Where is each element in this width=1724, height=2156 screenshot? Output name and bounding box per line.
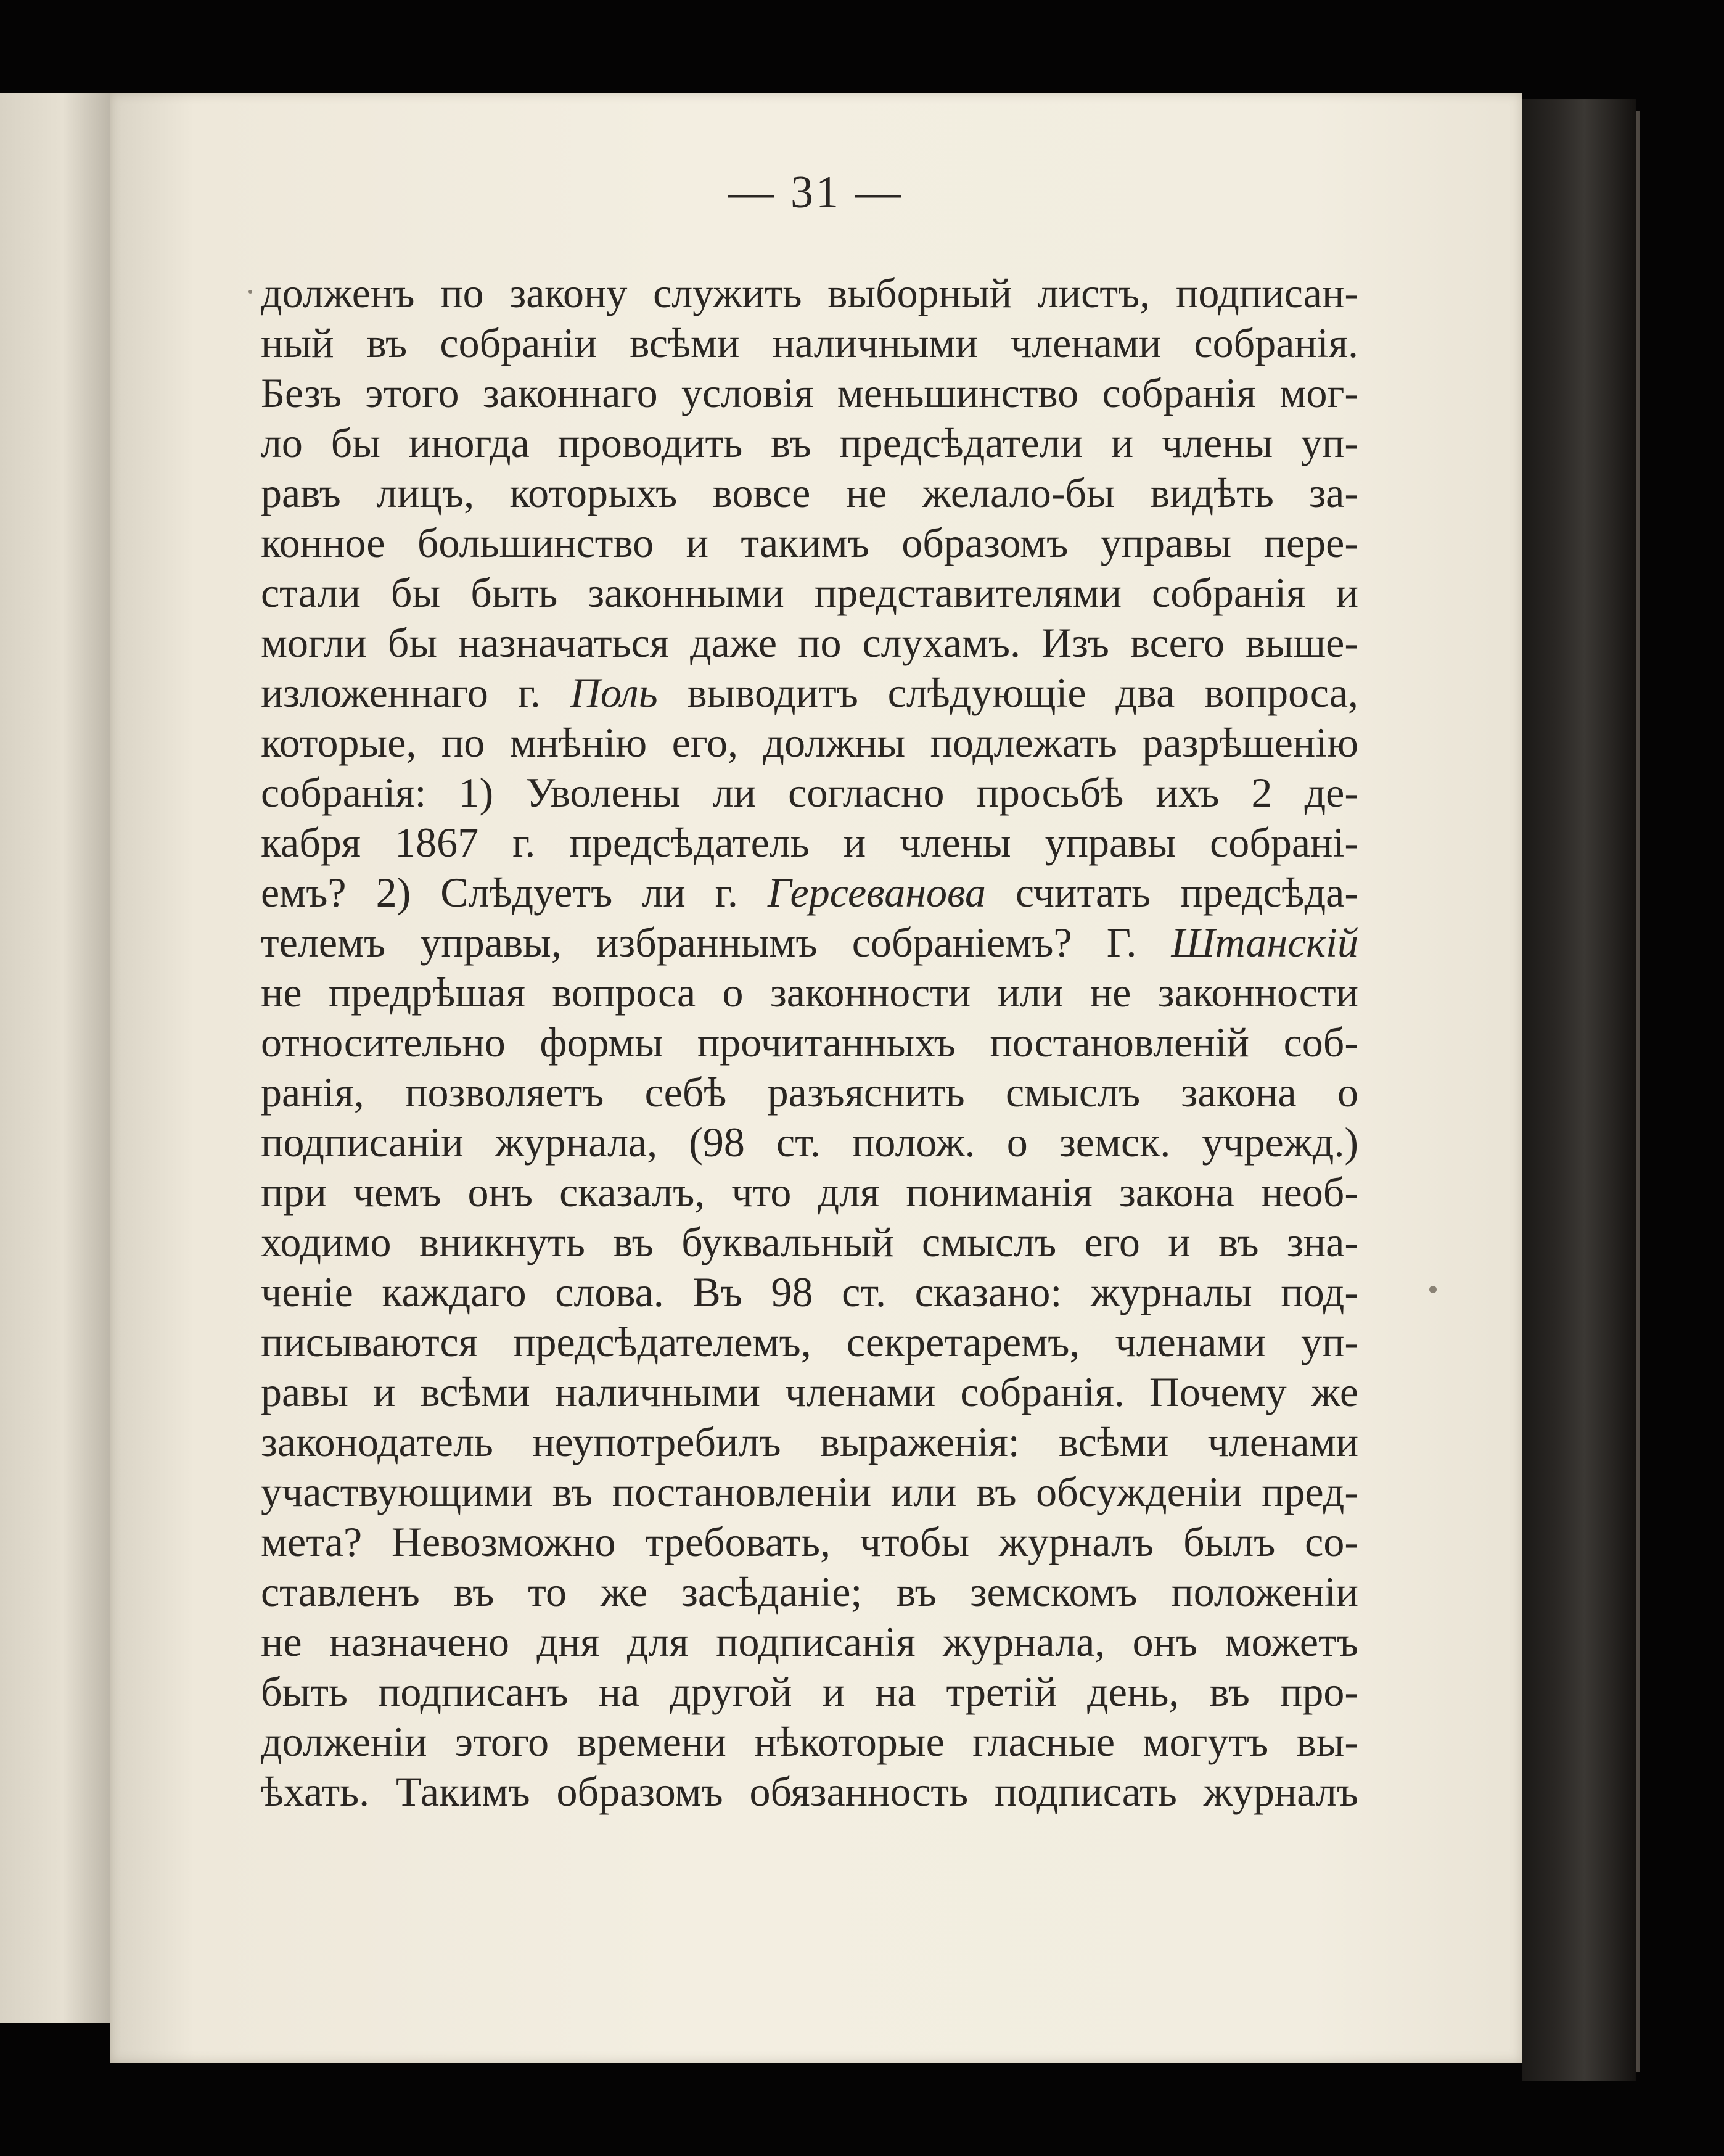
text-line [261,968,1358,1018]
text-run: считать предсѣда- [986,869,1358,916]
text-line [261,1517,1358,1567]
text-line [261,1267,1358,1317]
text-line [261,1417,1358,1467]
text-run: изложеннаго г. [261,669,570,716]
text-run: подписанiи журнала, (98 ст. полож. о земск. учрежд.) [261,1119,1358,1166]
text-line [261,1167,1358,1217]
text-line [261,568,1358,618]
text-run: не предрѣшая вопроса о законности или не законности [261,969,1358,1016]
text-line [261,368,1358,418]
text-run: относительно формы прочитанныхъ постановленiй соб- [261,1019,1358,1066]
text-run: конное большинство и такимъ образомъ управы пере- [261,519,1358,566]
text-line [261,1018,1358,1068]
text-run: выводитъ слѣдующiе два вопроса, [657,669,1358,716]
page-body-text [261,268,1358,1817]
text-line [261,1667,1358,1717]
text-line [261,1617,1358,1667]
text-line [261,1467,1358,1517]
left-page-edge [0,93,117,2023]
text-run: телемъ управы, избраннымъ собранiемъ? Г. [261,919,1172,966]
text-line [261,1717,1358,1767]
text-run: емъ? 2) Слѣдуетъ ли г. [261,869,768,916]
text-line [261,1767,1358,1817]
text-line [261,1317,1358,1367]
text-line [261,718,1358,768]
text-run: ло бы иногда проводить въ предсѣдатели и члены уп- [261,419,1358,466]
text-line [261,1567,1358,1617]
text-run: стали бы быть законными представителями собранiя и [261,569,1358,616]
text-run: участвующими въ постановленiи или въ обсужденiи пред- [261,1468,1358,1515]
italic-name: Поль [570,669,658,716]
text-run: писываются предсѣдателемъ, секретаремъ, членами уп- [261,1319,1358,1365]
text-run: Безъ этого законнаго условiя меньшинство собранiя мог- [261,369,1358,416]
text-line [261,768,1358,818]
text-line [261,618,1358,668]
text-run: законодатель неупотребилъ выраженiя: всѣми членами [261,1418,1358,1465]
text-run: ный въ собранiи всѣми наличными членами собранiя. [261,319,1358,366]
text-run: кабря 1867 г. предсѣдатель и члены управы собранi- [261,819,1358,866]
text-run: ранiя, позволяетъ себѣ разъяснить смыслъ закона о [261,1069,1358,1116]
text-line [261,1117,1358,1167]
text-run: собранiя: 1) Уволены ли согласно просьбѣ ихъ 2 де- [261,769,1358,816]
text-run: могли бы назначаться даже по слухамъ. Изъ всего выше- [261,619,1358,666]
text-run: ѣхать. Такимъ образомъ обязанность подписать журналъ [261,1768,1358,1815]
text-line [261,868,1358,918]
text-run: долженъ по закону служить выборный листъ, подписан- [261,270,1358,316]
text-line [261,468,1358,518]
text-line [261,918,1358,968]
text-run: ставленъ въ то же засѣданiе; въ земскомъ положенiи [261,1568,1358,1615]
text-line [261,1217,1358,1267]
text-run: которые, по мнѣнiю его, должны подлежать разрѣшенiю [261,719,1358,766]
text-run: равъ лицъ, которыхъ вовсе не желало-бы видѣть за- [261,469,1358,516]
text-line [261,268,1358,318]
text-run: быть подписанъ на другой и на третiй день, въ про- [261,1668,1358,1715]
text-line [261,318,1358,368]
page-number: — 31 — [728,167,903,218]
text-run: мета? Невозможно требовать, чтобы журналъ былъ со- [261,1518,1358,1565]
text-line [261,518,1358,568]
text-line [261,1068,1358,1117]
text-run: не назначено дня для подписанiя журнала, онъ можетъ [261,1618,1358,1665]
text-line [261,418,1358,468]
paper-speck [248,290,252,294]
text-run: при чемъ онъ сказалъ, что для пониманiя закона необ- [261,1169,1358,1216]
text-line [261,1367,1358,1417]
italic-name: Герсеванова [767,869,987,916]
text-run: долженiи этого времени нѣкоторые гласные могутъ вы- [261,1718,1358,1765]
text-run: ходимо вникнуть въ буквальный смыслъ его и въ зна- [261,1219,1358,1265]
text-line [261,818,1358,868]
page-stack-edge [1522,99,1636,2081]
text-run: равы и всѣми наличными членами собранiя. Почему же [261,1368,1358,1415]
text-run: ченiе каждаго слова. Въ 98 ст. сказано: журналы под- [261,1269,1358,1315]
text-line [261,668,1358,718]
paper-speck [1429,1286,1437,1293]
italic-name: Штанскiй [1171,919,1358,966]
book-page [110,93,1522,2063]
